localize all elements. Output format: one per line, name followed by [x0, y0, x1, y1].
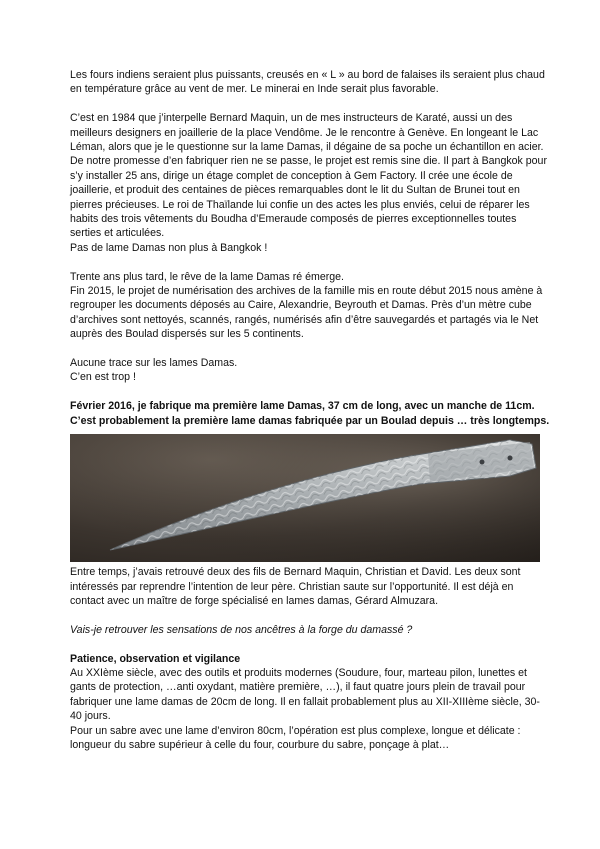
paragraph-question: [70, 623, 540, 637]
text-line: s’y installer 25 ans, dirige un étage complet de conception à Gem Factory. Il crée une école de: [70, 169, 513, 182]
text-line: C’en est trop !: [70, 371, 136, 384]
text-line: Entre temps, j’avais retrouvé deux des fils de Bernard Maquin, Christian et David. Les deux sont: [70, 566, 521, 579]
text-line: pierres précieuses. Le roi de Thaïlande lui confie un des actes les plus enviés, celui de réparer les: [70, 198, 530, 211]
paragraph-patience: [70, 652, 540, 753]
document-page: [70, 68, 550, 767]
paragraph-furnaces: [70, 68, 545, 97]
text-line: serties et articulées.: [70, 227, 165, 240]
text-line: d’archives sont nettoyés, scannés, rangés, numérisés afin d’être sauvegardés et partagés via le Net: [70, 313, 539, 326]
text-line: Février 2016, je fabrique ma première lame Damas, 37 cm de long, avec un manche de 11cm.: [70, 400, 535, 413]
section-heading: Patience, observation et vigilance: [70, 652, 241, 665]
text-line: C’est en 1984 que j’interpelle Bernard Maquin, un de mes instructeurs de Karaté, aussi un des: [70, 112, 513, 125]
paragraph-sons: [70, 565, 540, 608]
tang-pin-hole: [480, 460, 485, 465]
text-line: Fin 2015, le projet de numérisation des archives de la famille mis en route début 2015 nous amène à: [70, 285, 543, 298]
knife-photo: [70, 434, 540, 562]
text-line: intéressés par reprendre l’intention de leur père. Christian saute sur l’opportunité. Il est déjà en: [70, 580, 514, 593]
text-line: Pour un sabre avec une lame d’environ 80cm, l’opération est plus complexe, longue et délicate :: [70, 724, 521, 737]
text-line: joaillerie, et produit des centaines de pièces remarquables dont le lit du Sultan de Brunei tout en: [70, 184, 520, 197]
paragraph-maquin: [70, 111, 547, 255]
text-line: Au XXIème siècle, avec des outils et produits modernes (Soudure, four, marteau pilon, lunettes et: [70, 666, 527, 679]
text-line: meilleurs designers en joaillerie de la place Vendôme. Je le rencontre à Genève. En longeant le Lac: [70, 126, 539, 139]
text-line: Pas de lame Damas non plus à Bangkok !: [70, 241, 268, 254]
text-line: Léman, alors que je le questionne sur la lame Damas, il dégaine de sa poche un échantillon en acier.: [70, 141, 544, 154]
text-line: Les fours indiens seraient plus puissants, creusés en « L » au bord de falaises ils seraient plus chaud: [70, 69, 545, 81]
text-line: C’est probablement la première lame damas fabriquée par un Boulad depuis … très longtemps.: [70, 414, 550, 427]
paragraph-archives: [70, 270, 543, 342]
damascus-blade-image: [70, 434, 540, 562]
text-line: Trente ans plus tard, le rêve de la lame Damas ré émerge.: [70, 270, 344, 283]
paragraph-no-trace: [70, 356, 540, 385]
tang-pin-hole: [508, 456, 513, 461]
text-line: regrouper les documents déposés au Caire, Alexandrie, Beyrouth et Damas. Près d’un mètre cube: [70, 299, 532, 312]
text-line: en température grâce au vent de mer. Le minerai en Inde serait plus favorable.: [70, 83, 439, 96]
text-line: contact avec un maître de forge spécialisé en lames damas, Gérard Almuzara.: [70, 594, 439, 607]
text-line: gants de protection, …anti oxydant, matière première, …), il faut quatre jours plein de travail pour: [70, 681, 526, 694]
text-line: Aucune trace sur les lames Damas.: [70, 357, 238, 370]
text-line: 40 jours.: [70, 710, 111, 723]
text-line: Vais-je retrouver les sensations de nos ancêtres à la forge du damassé ?: [70, 623, 413, 636]
text-line: fabriquer une lame damas de 20cm de long. Il en fallait probablement plus au XII-XIIIème siècle, 30-: [70, 695, 540, 708]
text-line: habits des trois vêtements du Boudha d’Emeraude composés de pierres exceptionnelles toutes: [70, 213, 517, 226]
text-line: auprès des Boulad dispersés sur les 5 continents.: [70, 328, 304, 341]
text-line: De notre promesse d’en fabriquer rien ne se passe, le projet est remis sine die. Il part à Bangkok pour: [70, 155, 547, 168]
text-line: longueur du sabre supérieur à celle du four, courbure du sabre, ponçage à plat…: [70, 738, 450, 751]
paragraph-first-blade: [70, 399, 550, 428]
